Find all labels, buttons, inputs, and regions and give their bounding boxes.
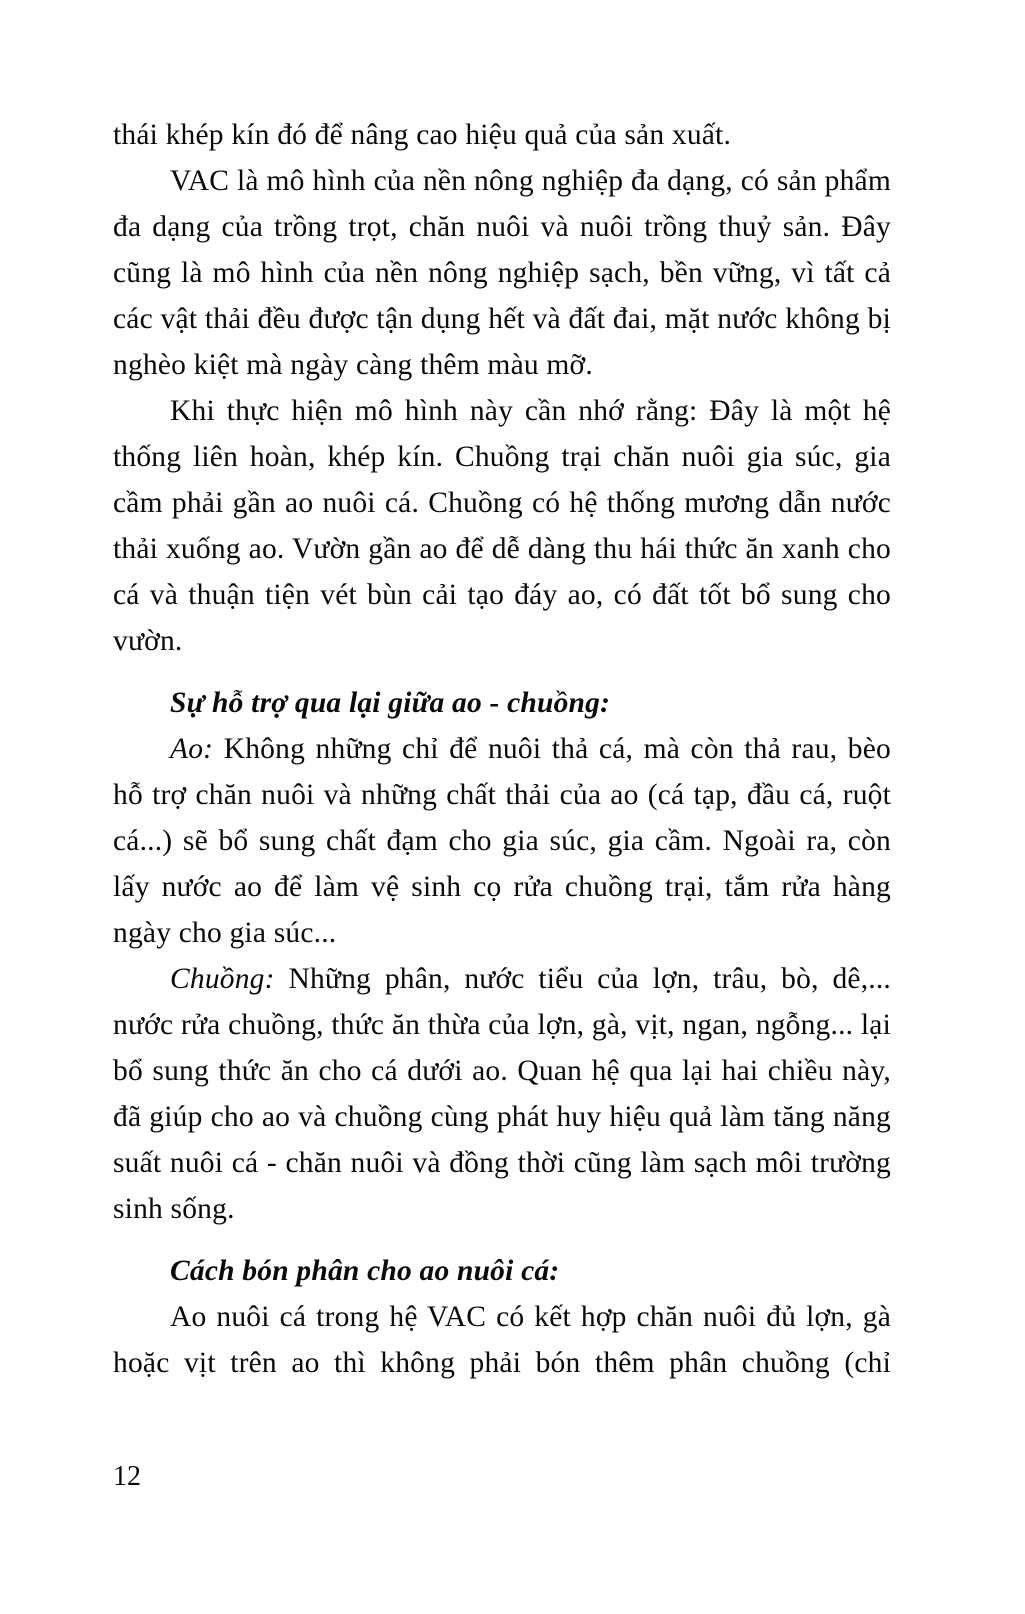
text-block [113,112,891,1386]
paragraph [113,956,891,1232]
paragraph-text: Khi thực hiện mô hình này cần nhớ rằng: Đây là một hệ thống liên hoàn, khép kín. Chuồng trại chăn nuôi gia súc, gia cầm phải gần ao nuôi cá. Chuồng có hệ thống mương dẫn nước thải xuống ao. Vườn gần ao để dễ dàng thu hái thức ăn xanh cho cá và thuận tiện vét bùn cải tạo đáy ao, có đất tốt bổ sung cho vườn. [113,395,891,657]
paragraph-lead: Chuồng: [170,963,275,995]
paragraph [113,112,891,158]
paragraph-text: thái khép kín đó để nâng cao hiệu quả của sản xuất. [113,119,732,151]
paragraph [113,1294,891,1386]
section-heading: Sự hỗ trợ qua lại giữa ao - chuồng: [170,687,611,719]
paragraph-text: Ao nuôi cá trong hệ VAC có kết hợp chăn nuôi đủ lợn, gà hoặc vịt trên ao thì không phải bón thêm phân chuồng (chỉ [113,1301,891,1379]
paragraph-text: Những phân, nước tiểu của lợn, trâu, bò, dê,... nước rửa chuồng, thức ăn thừa của lợn, gà, vịt, ngan, ngỗng... lại bổ sung thức ăn cho cá dưới ao. Quan hệ qua lại hai chiều này, đã giúp cho ao và chuồng cùng phát huy hiệu quả làm tăng năng suất nuôi cá - chăn nuôi và đồng thời cũng làm sạch môi trường sinh sống. [113,963,891,1225]
paragraph [113,158,891,388]
paragraph [113,388,891,664]
paragraph-lead: Ao: [170,733,214,765]
paragraph [113,726,891,956]
page-number: 12 [113,1461,141,1492]
section-heading: Cách bón phân cho ao nuôi cá: [170,1255,560,1287]
paragraph-text: VAC là mô hình của nền nông nghiệp đa dạng, có sản phẩm đa dạng của trồng trọt, chăn nuôi và nuôi trồng thuỷ sản. Đây cũng là mô hình của nền nông nghiệp sạch, bền vững, vì tất cả các vật thải đều được tận dụng hết và đất đai, mặt nước không bị nghèo kiệt mà ngày càng thêm màu mỡ. [113,165,891,381]
paragraph-text: Không những chỉ để nuôi thả cá, mà còn thả rau, bèo hỗ trợ chăn nuôi và những chất thải của ao (cá tạp, đầu cá, ruột cá...) sẽ bổ sung chất đạm cho gia súc, gia cầm. Ngoài ra, còn lấy nước ao để làm vệ sinh cọ rửa chuồng trại, tắm rửa hàng ngày cho gia súc... [113,733,891,949]
